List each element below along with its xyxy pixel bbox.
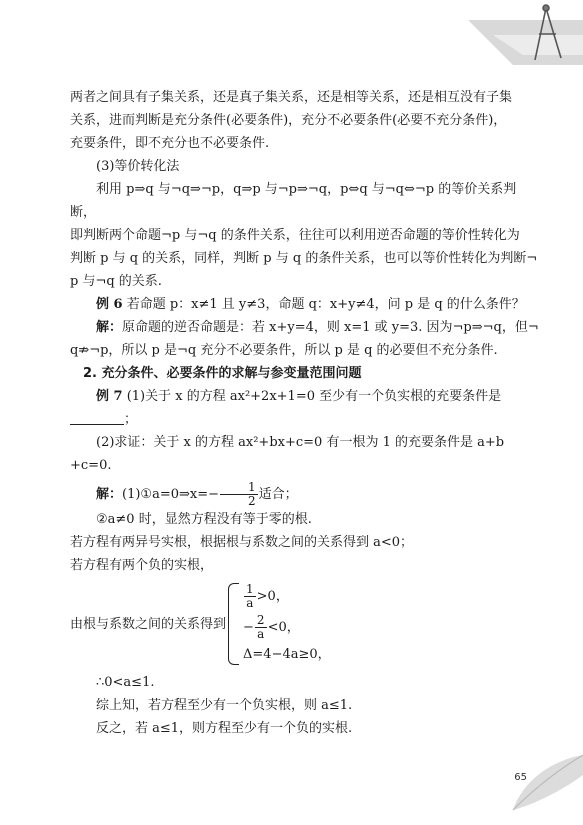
text-line: q⇏¬p，所以 p 是¬q 充分不必要条件，所以 p 是 q 的必要但不充分条件.	[70, 343, 498, 358]
fraction-numerator: 2	[256, 613, 265, 627]
text-line: 若方程有两个负的实根，	[70, 558, 214, 573]
example-text: (1)关于 x 的方程 ax²+2x+1=0 至少有一个负实根的充要条件是	[126, 389, 502, 404]
section-heading: 2. 充分条件、必要条件的求解与参变量范围问题	[83, 366, 362, 381]
text-line: 关系，进而判断是充分条件(必要条件)，充分不必要条件(必要不充分条件)，	[70, 113, 507, 128]
page-number: 65	[514, 772, 527, 783]
solution-line	[70, 316, 540, 339]
case-3: Δ=4−4a≥0，	[243, 647, 331, 662]
fraction-numerator: 1	[246, 582, 254, 596]
solution-label: 解：	[96, 320, 123, 335]
system-label: 由根与系数之间的关系得到	[70, 616, 227, 632]
equation-system	[70, 583, 540, 665]
solution-line	[70, 481, 540, 508]
example-label: 例 7	[96, 389, 123, 404]
answer-blank-line	[70, 408, 540, 431]
example-text: 若命题 p：x≠1 且 y≠3，命题 q：x+y≠4，问 p 是 q 的什么条件？	[126, 297, 525, 312]
text-line: ∴0<a≤1.	[96, 675, 155, 690]
compass-decoration	[443, 0, 583, 80]
text-line: 判断 p 与 q 的关系，同样，判断 p 与 q 的条件关系，也可以等价性转化为判断¬	[70, 251, 538, 266]
solution-text: 原命题的逆否命题是：若 x+y=4，则 x=1 或 y=3. 因为¬p⇒¬q，但¬	[122, 320, 539, 335]
answer-blank	[70, 410, 124, 425]
left-brace	[228, 583, 239, 665]
brace-system	[228, 583, 331, 665]
punctuation: ；	[124, 412, 138, 427]
leaf-decoration	[493, 745, 583, 825]
text-line: (2)求证：关于 x 的方程 ax²+bx+c=0 有一根为 1 的充要条件是 a+b	[96, 435, 505, 450]
example-7	[70, 385, 540, 408]
case-1	[243, 583, 331, 610]
text-line: 两者之间具有子集关系，还是真子集关系，还是相等关系，还是相互没有子集	[70, 90, 513, 105]
example-label: 例 6	[96, 297, 123, 312]
fraction	[244, 583, 256, 610]
solution-text: 适合；	[258, 487, 298, 502]
solution-label: 解：	[96, 487, 123, 502]
case-2	[243, 614, 331, 641]
subsection-heading: (3)等价转化法	[96, 159, 180, 174]
text-line: ②a≠0 时，显然方程没有等于零的根.	[96, 512, 312, 527]
fraction	[220, 481, 258, 508]
fraction-denominator: a	[257, 627, 265, 641]
relation: <0，	[267, 620, 300, 635]
text-line: 综上知，若方程至少有一个负实根，则 a≤1.	[96, 698, 353, 713]
fraction-denominator: 2	[248, 494, 256, 508]
page-content	[70, 86, 540, 740]
cases	[243, 583, 331, 665]
text-line: +c=0.	[70, 458, 112, 473]
text-line: 反之，若 a≤1，则方程至少有一个负的实根.	[96, 721, 353, 736]
text-line: 充要条件，即不充分也不必要条件.	[70, 136, 270, 151]
relation: >0，	[256, 589, 289, 604]
fraction-denominator: a	[246, 596, 254, 610]
text-line: 若方程有两异号实根，根据根与系数之间的关系得到 a<0；	[70, 535, 414, 550]
text-line: 即判断两个命题¬p 与¬q 的条件关系，往往可以利用逆否命题的等价性转化为	[70, 228, 520, 243]
example-6	[70, 293, 540, 316]
solution-text: (1)①a=0⇒x=−	[122, 487, 220, 502]
text-line: p 与¬q 的关系.	[70, 274, 162, 289]
fraction	[255, 614, 267, 641]
minus-sign: −	[243, 620, 254, 635]
fraction-numerator: 1	[220, 481, 258, 495]
text-line: 利用 p⇒q 与¬q⇒¬p，q⇒p 与¬p⇒¬q，p⇔q 与¬q⇔¬p 的等价关系判断，	[70, 182, 517, 220]
